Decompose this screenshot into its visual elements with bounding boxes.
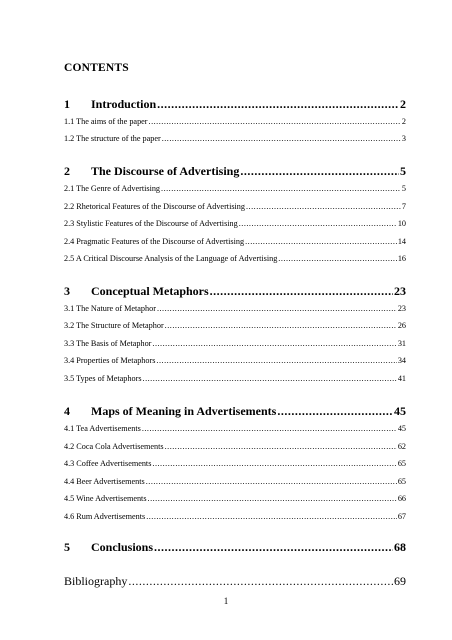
dot-leader xyxy=(152,339,396,348)
section-title: 3.5 Types of Metaphors xyxy=(64,374,142,383)
section-title: 4.3 Coffee Advertisements xyxy=(64,459,152,468)
section-page: 41 xyxy=(397,374,406,383)
section-title: 1.2 The structure of the paper xyxy=(64,134,161,143)
dot-leader xyxy=(148,494,397,503)
dot-leader xyxy=(239,219,397,228)
toc-chapter-2[interactable] xyxy=(64,164,406,179)
dot-leader xyxy=(277,404,393,419)
section-page: 31 xyxy=(397,339,406,348)
chapter-number: 1 xyxy=(64,97,70,111)
section-page: 3 xyxy=(401,134,406,143)
dot-leader xyxy=(165,321,397,330)
chapter-page: 23 xyxy=(394,284,406,298)
dot-leader xyxy=(149,117,401,126)
chapter-title: The Discourse of Advertising xyxy=(91,164,240,178)
section-title: 3.2 The Structure of Metaphor xyxy=(64,321,164,330)
dot-leader xyxy=(157,304,397,313)
section-page: 7 xyxy=(401,202,406,211)
dot-leader xyxy=(128,574,393,589)
dot-leader xyxy=(246,202,401,211)
chapter-page: 68 xyxy=(394,540,406,554)
dot-leader xyxy=(146,477,397,486)
dot-leader xyxy=(245,237,397,246)
section-page: 62 xyxy=(397,442,406,451)
section-page: 65 xyxy=(397,459,406,468)
section-page: 14 xyxy=(397,237,406,246)
dot-leader xyxy=(146,512,397,521)
section-title: 4.1 Tea Advertisements xyxy=(64,424,141,433)
toc-section-3-5[interactable] xyxy=(64,374,406,383)
section-title: 2.3 Stylistic Features of the Discourse of Advertising xyxy=(64,219,238,228)
dot-leader xyxy=(157,97,399,112)
dot-leader xyxy=(152,459,396,468)
toc-chapter-5[interactable] xyxy=(64,540,406,555)
chapter-number: 2 xyxy=(64,164,70,178)
toc-section-4-1[interactable] xyxy=(64,424,406,433)
section-title: 2.1 The Genre of Advertising xyxy=(64,184,161,193)
toc-section-3-2[interactable] xyxy=(64,321,406,330)
dot-leader xyxy=(165,442,397,451)
toc-chapter-3[interactable] xyxy=(64,284,406,299)
toc-section-4-4[interactable] xyxy=(64,477,406,486)
section-title: 3.1 The Nature of Metaphor xyxy=(64,304,156,313)
section-page: 45 xyxy=(397,424,406,433)
section-page: 2 xyxy=(401,117,406,126)
toc-section-4-3[interactable] xyxy=(64,459,406,468)
section-page: 10 xyxy=(397,219,406,228)
toc-section-1-2[interactable] xyxy=(64,134,406,143)
dot-leader xyxy=(142,424,397,433)
section-page: 26 xyxy=(397,321,406,330)
dot-leader xyxy=(156,356,396,365)
bibliography-page: 69 xyxy=(394,574,406,588)
toc-section-2-3[interactable] xyxy=(64,219,406,228)
section-title: 4.6 Rum Advertisements xyxy=(64,512,146,521)
toc-section-3-1[interactable] xyxy=(64,304,406,313)
dot-leader xyxy=(210,284,393,299)
section-title: 2.4 Pragmatic Features of the Discourse of Advertising xyxy=(64,237,245,246)
chapter-title: Introduction xyxy=(91,97,157,111)
section-page: 5 xyxy=(401,184,406,193)
dot-leader xyxy=(161,184,401,193)
chapter-page: 45 xyxy=(394,404,406,418)
section-page: 23 xyxy=(397,304,406,313)
section-title: 1.1 The aims of the paper xyxy=(64,117,148,126)
chapter-title: Conceptual Metaphors xyxy=(91,284,209,298)
toc-chapter-1[interactable] xyxy=(64,97,406,112)
toc-section-3-3[interactable] xyxy=(64,339,406,348)
toc-section-4-5[interactable] xyxy=(64,494,406,503)
toc-section-3-4[interactable] xyxy=(64,356,406,365)
section-title: 4.4 Beer Advertisements xyxy=(64,477,145,486)
section-title: 3.4 Properties of Metaphors xyxy=(64,356,156,365)
chapter-number: 4 xyxy=(64,404,70,418)
chapter-page: 5 xyxy=(400,164,406,178)
section-title: 4.5 Wine Advertisements xyxy=(64,494,147,503)
chapter-number: 5 xyxy=(64,540,70,554)
section-page: 16 xyxy=(397,254,406,263)
contents-heading: CONTENTS xyxy=(64,62,129,74)
toc-section-2-2[interactable] xyxy=(64,202,406,211)
section-page: 65 xyxy=(397,477,406,486)
section-page: 67 xyxy=(397,512,406,521)
toc-chapter-4[interactable] xyxy=(64,404,406,419)
dot-leader xyxy=(143,374,397,383)
dot-leader xyxy=(278,254,397,263)
dot-leader xyxy=(240,164,399,179)
bibliography-title: Bibliography xyxy=(64,574,128,588)
toc-section-4-2[interactable] xyxy=(64,442,406,451)
chapter-page: 2 xyxy=(400,97,406,111)
page-number: 1 xyxy=(223,596,229,606)
chapter-number: 3 xyxy=(64,284,70,298)
dot-leader xyxy=(162,134,401,143)
toc-section-2-5[interactable] xyxy=(64,254,406,263)
section-title: 2.5 A Critical Discourse Analysis of the Language of Advertising xyxy=(64,254,278,263)
toc-bibliography[interactable] xyxy=(64,574,406,589)
section-page: 66 xyxy=(397,494,406,503)
section-title: 4.2 Coca Cola Advertisements xyxy=(64,442,164,451)
toc-section-2-4[interactable] xyxy=(64,237,406,246)
section-title: 3.3 The Basis of Metaphor xyxy=(64,339,152,348)
section-page: 34 xyxy=(397,356,406,365)
dot-leader xyxy=(154,540,393,555)
toc-section-1-1[interactable] xyxy=(64,117,406,126)
toc-section-2-1[interactable] xyxy=(64,184,406,193)
section-title: 2.2 Rhetorical Features of the Discourse of Advertising xyxy=(64,202,245,211)
chapter-title: Conclusions xyxy=(91,540,154,554)
toc-section-4-6[interactable] xyxy=(64,512,406,521)
chapter-title: Maps of Meaning in Advertisements xyxy=(91,404,277,418)
